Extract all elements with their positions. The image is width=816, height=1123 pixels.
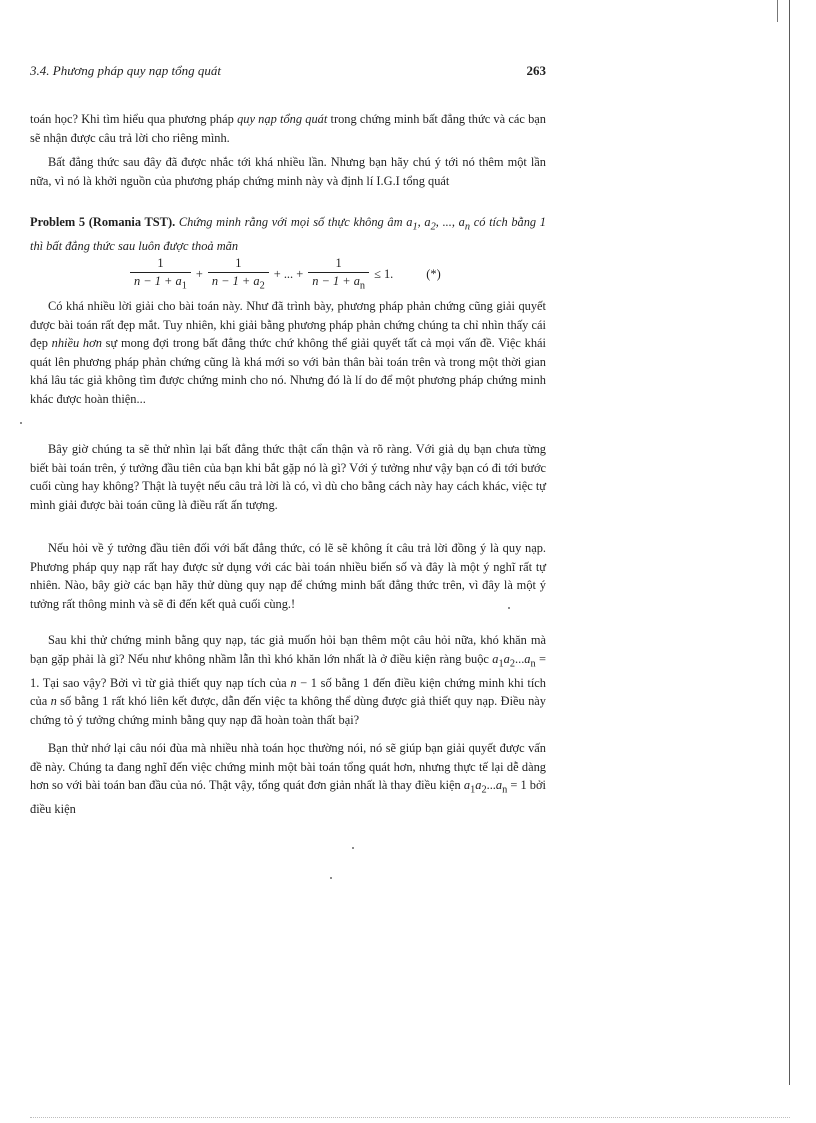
equation-label: (*) bbox=[426, 266, 441, 281]
paragraph-inequality-note: Bất đẳng thức sau đây đã được nhắc tới khá nhiều lần. Nhưng bạn hãy chú ý tới nó thêm một lần nữa, vì nó là khởi nguồn của phương pháp chứng minh này và định lí I.G.I tổng quát bbox=[30, 155, 546, 188]
scan-bottom-dots bbox=[30, 1117, 790, 1118]
display-formula: $\frac{1}{n - 1 + a_1}$ + $\frac{1}{n - 1 + a_2}$ + ... + $\frac{1}{n - 1 + a_n}$ ≤ 1. (*) bbox=[130, 257, 441, 291]
fraction-term-n: $\frac{1}{n - 1 + a_n}$ bbox=[308, 256, 369, 291]
running-header bbox=[30, 63, 546, 83]
fraction-term-1: $\frac{1}{n - 1 + a_1}$ bbox=[130, 256, 191, 291]
emphasis-text: quy nạp tổng quát bbox=[237, 112, 328, 126]
emphasis-text: nhiều hơn bbox=[51, 336, 102, 351]
scan-speck bbox=[20, 422, 22, 424]
paragraph-solutions: Có khá nhiều lời giải cho bài toán này. Như đã trình bày, phương pháp phản chứng cũng giải quyết được bài toán rất đẹp mắt. Tuy nhiên, khi giải bằng phương pháp phản chứng chúng ta chỉ nhìn thấy cái đẹp nhiều hơn sự mong đợi trong bất đẳng thức chứ không thể giải quyết tất cả mọi vấn đề. Việc khái quát lên phương pháp phản chứng cũng là khá mới so với bản thân bài toán trên và trong một thời gian khá lâu tác giả không tìm được chứng minh cho nó. Nhưng đó là lí do để một phương pháp chứng minh khác được hoàn thiện... bbox=[30, 299, 546, 406]
paragraph-look-again: Bây giờ chúng ta sẽ thử nhìn lại bất đẳng thức thật cẩn thận và rõ ràng. Với giả dụ bạn chưa từng biết bài toán trên, ý tưởng đầu tiên của bạn khi bắt gặp nó là gì? Với ý tưởng như vậy bạn có đi tới bước cuối cùng hay không? Thật là tuyệt nếu câu trả lời là có, vì dù cho bằng cách này hay cách khác, việc tự mình giải được bài toán cũng là điều rất ấn tượng. bbox=[30, 442, 546, 512]
problem-label: Problem 5 (Romania TST). bbox=[30, 215, 176, 229]
paragraph-generalization: Bạn thử nhớ lại câu nói đùa mà nhiều nhà toán học thường nói, nó sẽ giúp bạn giải quyết được vấn đề này. Chúng ta đang nghĩ đến việc chứng minh một bài toán tổng quát hơn, nhưng thực tế lại dễ dàng hơn so với bài toán ban đầu của nó. Thật vậy, tổng quát đơn giản nhất là thay điều kiện $a_1a_2...a_n = 1$ bởi điều kiện bbox=[30, 741, 546, 817]
problem-statement: Problem 5 (Romania TST). Chứng minh rằng với mọi số thực không âm $a_1$, $a_2$, ..., $a_n$ có tích bằng 1 thì bất đẳng thức sau luôn được thoả mãn bbox=[30, 215, 546, 254]
paragraph-intro: toán học? Khi tìm hiểu qua phương pháp quy nạp tổng quát trong chứng minh bất đẳng thức và các bạn sẽ nhận được câu trả lời cho riêng mình. bbox=[30, 112, 546, 145]
scan-speck bbox=[330, 877, 332, 879]
page-edge-tick bbox=[777, 0, 778, 22]
fraction-term-2: $\frac{1}{n - 1 + a_2}$ bbox=[208, 256, 269, 291]
paragraph-induction-difficulty: Sau khi thử chứng minh bằng quy nạp, tác giả muốn hỏi bạn thêm một câu hỏi nữa, khó khăn mà bạn gặp phải là gì? Nếu như không nhầm lẫn thì khó khăn lớn nhất là ở điều kiện ràng buộc $a_1a_2...a_n = 1$. Tại sao vậy? Bởi vì từ giả thiết quy nạp tích của n − 1 số bằng 1 đến điều kiện chứng minh khi tích của n số bằng 1 rất khó liên kết được, dẫn đến việc ta không thể dùng được giả thiết quy nạp. Điều này chứng tỏ ý tưởng chứng minh bằng quy nạp đã hoàn toàn thất bại? bbox=[30, 633, 546, 727]
paragraph-induction-idea: Nếu hỏi về ý tưởng đầu tiên đối với bất đẳng thức, có lẽ sẽ không ít câu trả lời đồng ý là quy nạp. Phương pháp quy nạp rất hay được sử dụng với các bài toán nhiều biến số và đây là một ý nghĩ rất tự nhiên. Nào, bây giờ các bạn hãy thử dùng quy nạp để chứng minh bất đẳng thức trên, vì đây là một ý tưởng rất thông minh và sẽ đi đến kết quả cuối cùng.! bbox=[30, 541, 546, 611]
page-edge-line bbox=[789, 0, 790, 1085]
page-number: 263 bbox=[526, 63, 546, 78]
section-title: 3.4. Phương pháp quy nạp tổng quát bbox=[30, 63, 221, 78]
scan-speck bbox=[352, 847, 354, 849]
